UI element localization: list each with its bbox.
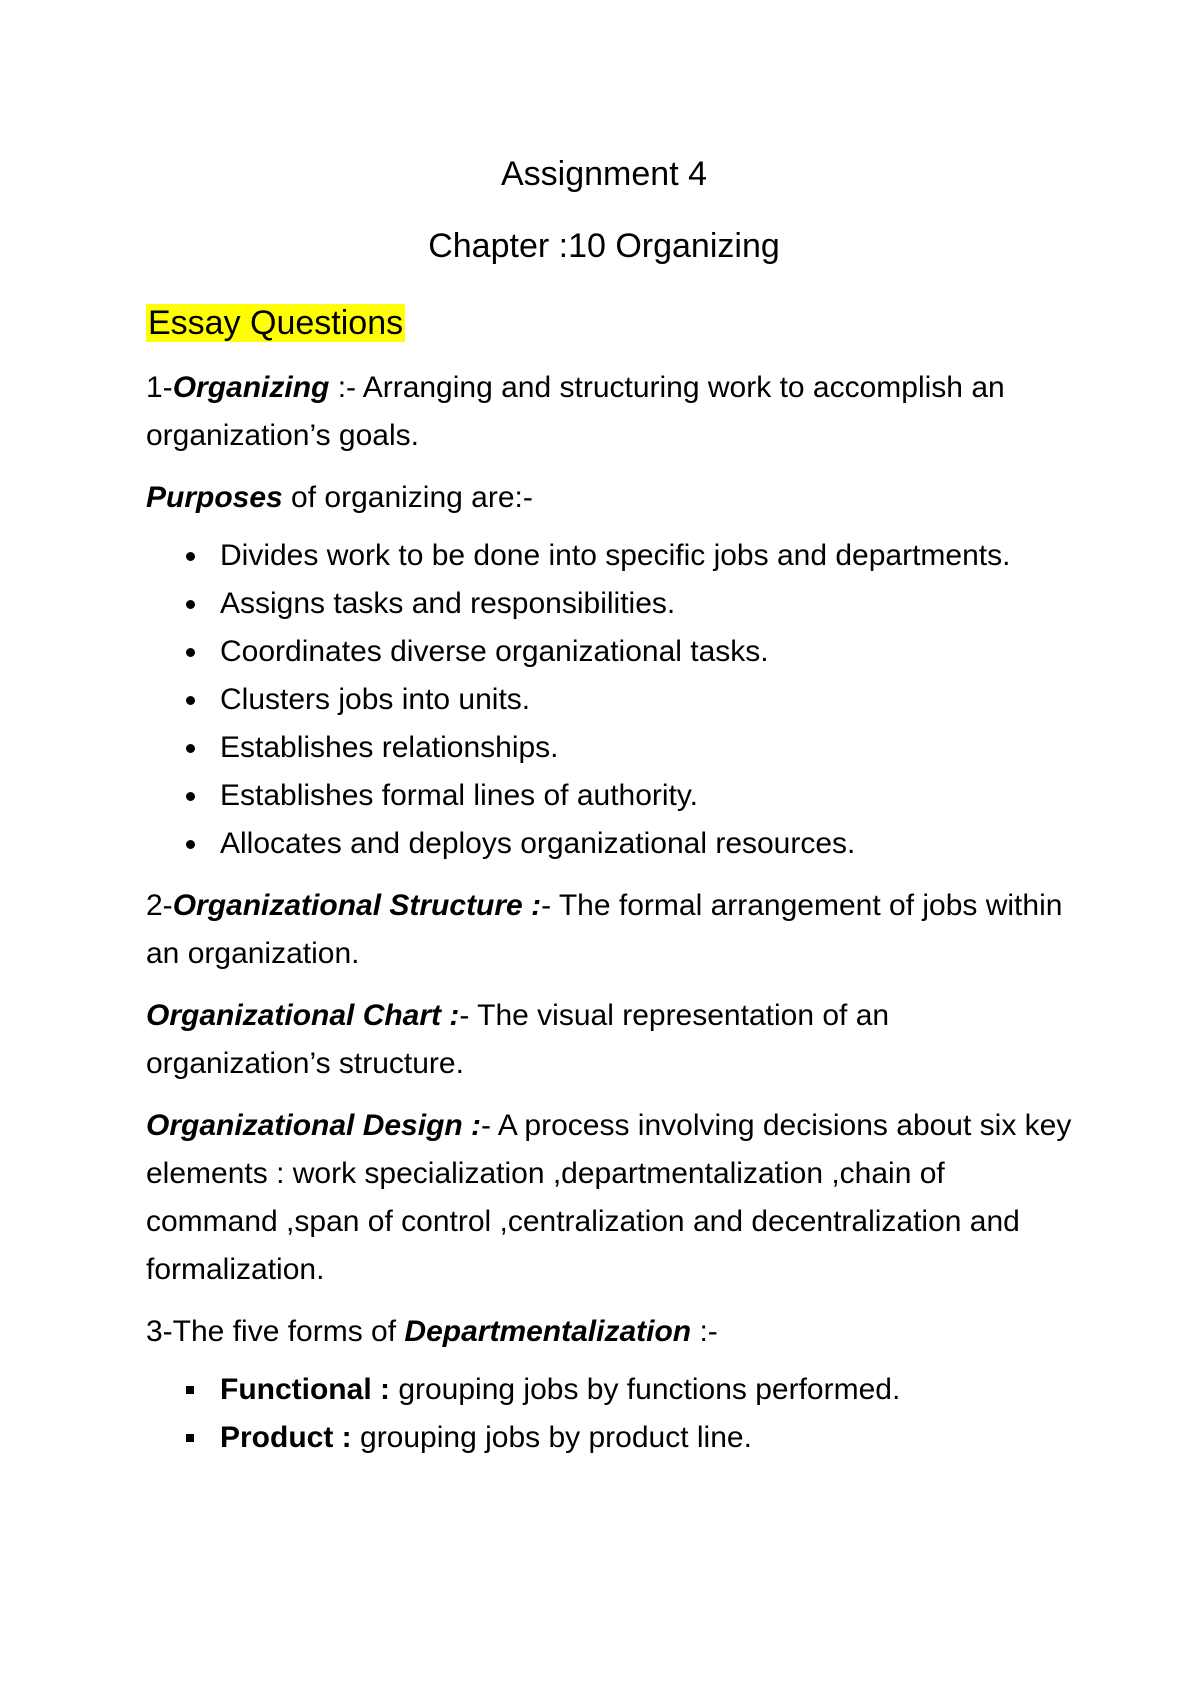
q3-suffix: :-: [691, 1315, 718, 1348]
list-item: [146, 1366, 1076, 1414]
q1-paragraph: [146, 364, 1076, 460]
list-item-text: Establishes relationships.: [220, 731, 559, 764]
list-item-text: grouping jobs by functions performed.: [389, 1373, 901, 1406]
chapter-title: Chapter :10 Organizing: [428, 227, 780, 265]
list-item-text: grouping jobs by product line.: [351, 1421, 752, 1454]
list-item-term: Functional :: [220, 1373, 390, 1406]
list-item: [146, 1414, 1076, 1462]
design-term: Organizational Design :: [146, 1109, 482, 1142]
bullet-icon: [186, 792, 195, 801]
q3-paragraph: [146, 1308, 1076, 1356]
bullet-icon: [186, 744, 195, 753]
q3-term: Departmentalization: [404, 1315, 692, 1348]
section-heading-text: Essay Questions: [148, 304, 404, 342]
purposes-intro-text: of organizing are:-: [282, 481, 533, 514]
bullet-icon: [186, 600, 195, 609]
list-item-text: Divides work to be done into specific jobs and departments.: [220, 539, 1011, 572]
q2-definition: - The formal arrangement of jobs within an organization.: [146, 889, 1063, 970]
chart-paragraph: [146, 992, 1076, 1088]
list-item: [146, 724, 1076, 772]
list-item-text: Clusters jobs into units.: [220, 683, 531, 716]
list-item-text: Assigns tasks and responsibilities.: [220, 587, 676, 620]
bullet-icon: [186, 552, 195, 561]
list-item-text: Allocates and deploys organizational resources.: [220, 827, 856, 860]
q2-term: Organizational Structure :: [172, 889, 542, 922]
list-item: [146, 820, 1076, 868]
design-paragraph: [146, 1102, 1076, 1294]
section-heading: [146, 296, 1076, 350]
chart-definition: - The visual representation of an organization’s structure.: [146, 999, 890, 1080]
list-item: [146, 628, 1076, 676]
list-item-text: Establishes formal lines of authority.: [220, 779, 698, 812]
list-item: [146, 676, 1076, 724]
list-item: [146, 532, 1076, 580]
q2-paragraph: [146, 882, 1076, 978]
design-definition: - A process involving decisions about six key elements : work specialization ,departmentalization ,chain of command ,span of control ,centralization and decentralization and formalization.: [146, 1109, 1072, 1286]
q1-term: Organizing: [172, 371, 330, 404]
list-item-term: Product :: [220, 1421, 352, 1454]
bullet-icon: [186, 840, 195, 849]
list-item: [146, 580, 1076, 628]
q1-definition: :- Arranging and structuring work to accomplish an organization’s goals.: [146, 371, 1005, 452]
list-item-text: Coordinates diverse organizational tasks.: [220, 635, 769, 668]
square-bullet-icon: [186, 1434, 194, 1442]
bullet-icon: [186, 648, 195, 657]
q2-number: 2-: [146, 889, 173, 922]
purposes-term: Purposes: [146, 481, 283, 514]
document-content: [146, 150, 1076, 1462]
chart-term: Organizational Chart :: [146, 999, 460, 1032]
purposes-intro: [146, 474, 1076, 522]
departmentalization-list: [146, 1366, 1076, 1462]
document-title: Assignment 4: [501, 155, 707, 193]
square-bullet-icon: [186, 1386, 194, 1394]
q1-number: 1-: [146, 371, 173, 404]
bullet-icon: [186, 696, 195, 705]
purposes-list: [146, 532, 1076, 868]
list-item: [146, 772, 1076, 820]
q3-prefix: 3-The five forms of: [146, 1315, 405, 1348]
